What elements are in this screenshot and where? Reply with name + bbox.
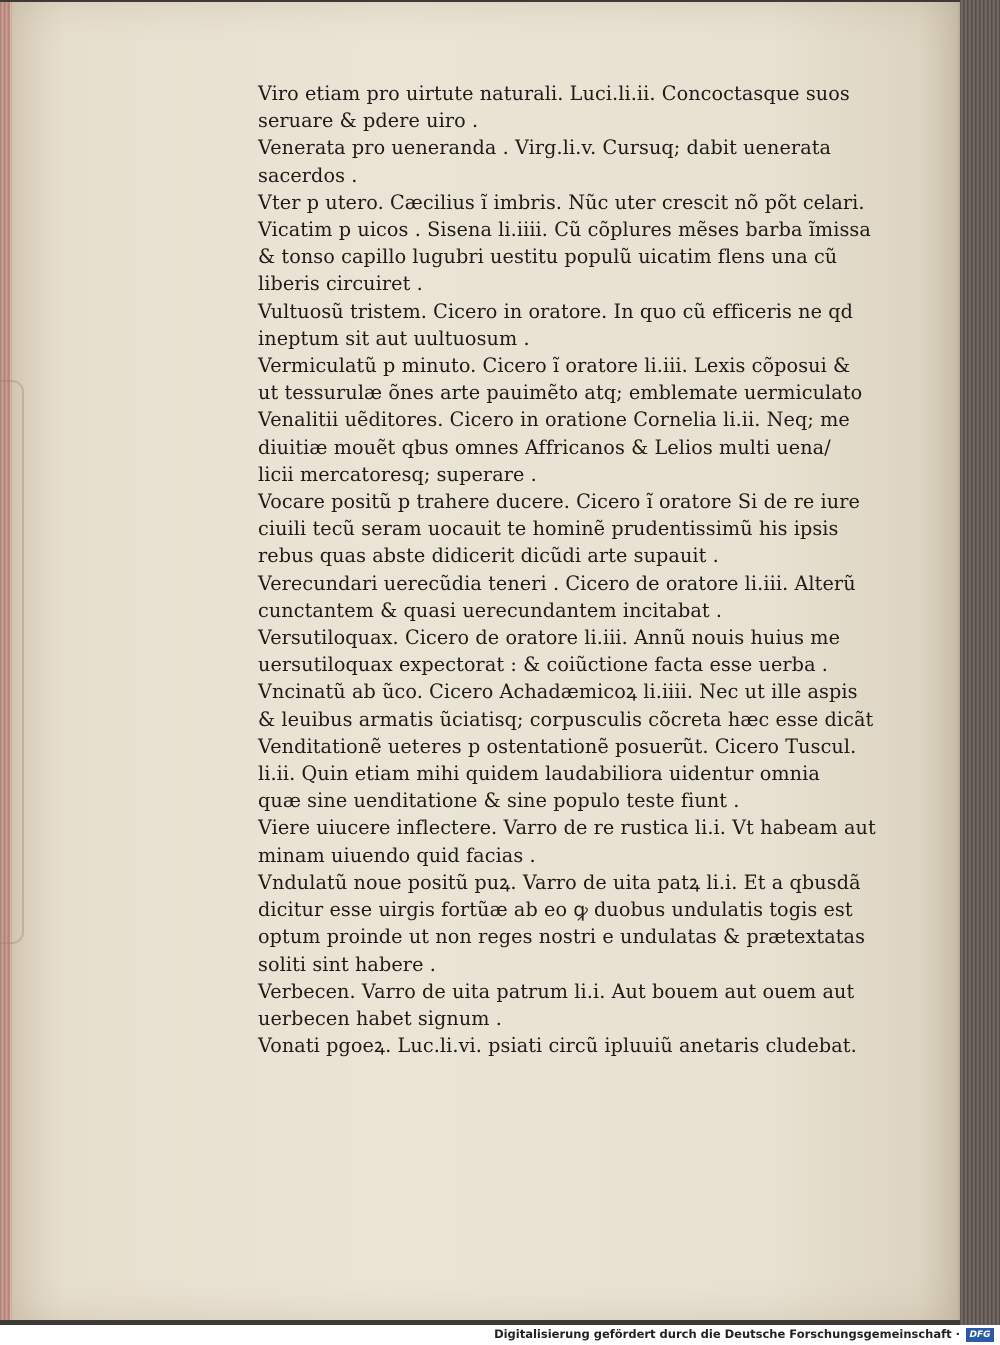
entry-continuation: uerbecen habet signum .	[258, 1006, 502, 1030]
entry-headline: Vter p utero. Cæcilius ĩ imbris. Nũc uter crescit nõ põt celari.	[258, 190, 865, 214]
entry-continuation: sacerdos .	[258, 163, 358, 187]
entry-continuation: liberis circuiret .	[258, 272, 423, 296]
entry-continuation: soliti sint habere .	[258, 952, 436, 976]
footer-bar	[0, 1325, 1000, 1345]
glossary-entry	[258, 570, 878, 624]
entry-headline: Venalitii uẽditores. Cicero in oratione Cornelia li.ii. Neq; me	[258, 408, 850, 432]
entry-continuation: ut tessurulæ õnes arte pauimẽto atq; emblemate uermiculato	[258, 381, 863, 405]
page-stack	[960, 0, 1000, 1325]
entry-headline: Vonati pgoeꝝ. Luc.li.vi. psi̇ati circũ ipluuiũ anetaris cludebat.	[258, 1034, 857, 1058]
entry-continuation: cunctantem & quasi uerecundantem incitabat .	[258, 598, 723, 622]
entry-headline: Venerata pro ueneranda . Virg.li.v. Cursuq; dabit uenerata	[258, 136, 832, 160]
entry-headline: Verbecen. Varro de uita patrum li.i. Aut bouem aut ouem aut	[258, 979, 855, 1003]
entry-headline: Vicatim p uicos . Sisena li.iiii. Cũ cõplures mẽses barba ĩmissa	[258, 218, 871, 242]
entry-continuation: quæ sine uenditatione & sine populo teste fiunt .	[258, 789, 740, 813]
entry-continuation: optum proinde ut non reges nostri e undulatas & prætextatas	[258, 925, 866, 949]
glossary-entry	[258, 189, 878, 216]
dfg-logo: DFG	[966, 1328, 994, 1342]
glossary-entry	[258, 733, 878, 815]
entry-headline: Viro etiam pro uirtute naturali. Luci.li.ii. Concoctasque suos	[258, 82, 850, 105]
glossary-entry	[258, 134, 878, 188]
entry-continuation: rebus quas abste didicerit dicũdi arte supauit .	[258, 544, 719, 568]
glossary-entry	[258, 352, 878, 406]
glossary-entry	[258, 869, 878, 978]
entry-continuation: li.ii. Quin etiam mihi quidem laudabiliora uidentur omnia	[258, 762, 820, 786]
glossary-entry	[258, 978, 878, 1032]
glossary-entry	[258, 488, 878, 570]
entry-continuation: ciuili tecũ seram uocauit te hominẽ prudentissimũ his ipsis	[258, 517, 839, 541]
entry-headline: Vncinatũ ab ũco. Cicero Achadæmicoꝝ li.iiii. Nec ut ille aspis	[258, 680, 858, 704]
entry-headline: Viere uiucere inflectere. Varro de re rustica li.i. Vt habeam aut	[258, 816, 876, 840]
glossary-entry	[258, 1032, 878, 1059]
entry-continuation: & leuibus armatis ũciatisq; corpusculis cõcreta hæc esse dicãt	[258, 707, 874, 731]
glossary-entry	[258, 80, 878, 134]
entry-headline: Verecundari uerecũdia teneri . Cicero de oratore li.iii. Alterũ	[258, 571, 856, 595]
entry-continuation: & tonso capillo lugubri uestitu populũ uicatim flens una cũ	[258, 245, 838, 269]
glossary-entry	[258, 624, 878, 678]
entry-continuation: seruare & pdere uiro .	[258, 109, 479, 133]
entry-continuation: ineptum sit aut uultuosum .	[258, 326, 530, 350]
entry-continuation: dicitur esse uirgis fortũæ ab eo ꝙ duobus undulatis togis est	[258, 898, 853, 922]
glossary-entry	[258, 678, 878, 732]
entry-headline: Vultuosũ tristem. Cicero in oratore. In quo cũ efficeris ne qd	[258, 299, 854, 323]
glossary-entry	[258, 216, 878, 298]
glossary-entry	[258, 814, 878, 868]
entry-headline: Vermiculatũ p minuto. Cicero ĩ oratore li.iii. Lexis cõposui &	[258, 354, 851, 378]
entry-continuation: minam uiuendo quid facias .	[258, 843, 536, 867]
page-text	[258, 80, 878, 1059]
entry-continuation: diuitiæ mouẽt qbus omnes Affricanos & Lelios multi uena/	[258, 435, 831, 459]
entry-headline: Venditationẽ ueteres p ostentationẽ posuerũt. Cicero Tuscul.	[258, 734, 857, 758]
entry-continuation: licii mercatoresq; superare .	[258, 462, 537, 486]
footer-credit: Digitalisierung gefördert durch die Deutsche Forschungsgemeinschaft ·	[494, 1327, 960, 1341]
entry-headline: Versutiloquax. Cicero de oratore li.iii. Annũ nouis huius me	[258, 626, 841, 650]
entry-continuation: uersutiloquax expectorat : & coiũctione facta esse uerba .	[258, 653, 829, 677]
binding-mark	[0, 380, 24, 944]
entry-headline: Vocare positũ p trahere ducere. Cicero ĩ oratore Si de re iure	[258, 490, 860, 514]
glossary-entry	[258, 298, 878, 352]
glossary-entry	[258, 406, 878, 488]
entry-headline: Vndulatũ noue positũ puꝝ. Varro de uita patꝝ li.i. Et a qbusdã	[258, 870, 861, 894]
